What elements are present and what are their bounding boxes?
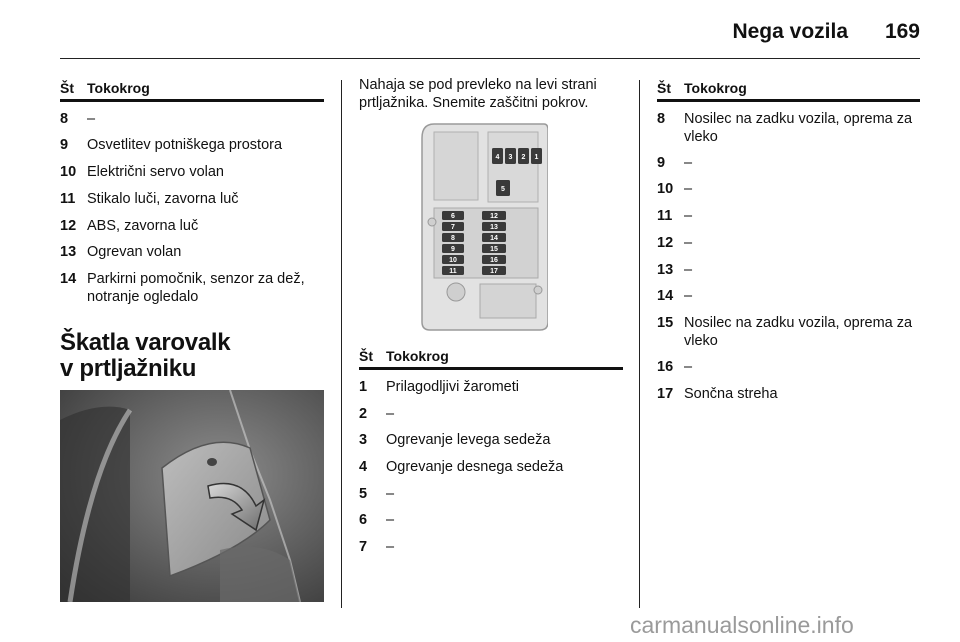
fuse-10-label: 10 — [449, 257, 457, 264]
fuse-number: 15 — [657, 315, 674, 331]
col-circuit-header: Tokokrog — [386, 348, 449, 364]
table-row — [657, 207, 920, 225]
circuit-text: – — [684, 288, 693, 304]
circuit-text: Ogrevanje levega sedeža — [386, 432, 551, 448]
fuse-11-label: 11 — [449, 268, 457, 275]
fuse-17-label: 17 — [490, 268, 498, 275]
fuse-15-label: 15 — [490, 246, 498, 253]
fuse-1-label: 1 — [534, 154, 539, 161]
table-row — [60, 163, 324, 181]
fuse-13-label: 13 — [490, 224, 498, 231]
fuse-number: 14 — [657, 288, 674, 304]
col-number-header: Št — [359, 348, 373, 364]
circuit-text: – — [684, 262, 693, 278]
table-header — [359, 348, 623, 370]
fuse-number: 5 — [359, 486, 368, 502]
circuit-text: Nosilec na zadku vozila, oprema za vleko — [684, 315, 913, 349]
section-title: Nega vozila — [732, 20, 848, 43]
table-row — [657, 314, 920, 350]
circuit-text: – — [386, 486, 395, 502]
fuse-number: 9 — [60, 137, 69, 153]
fuse-table-right — [657, 80, 920, 402]
table-row — [359, 431, 623, 449]
fuse-number: 13 — [657, 262, 674, 278]
fuse-2-label: 2 — [521, 154, 526, 161]
fuse-5-label: 5 — [501, 186, 505, 193]
fuse-number: 9 — [657, 155, 666, 171]
fuse-number: 11 — [60, 191, 76, 207]
fuse-number: 2 — [359, 406, 368, 422]
table-row — [359, 538, 623, 556]
table-header — [657, 80, 920, 102]
table-row — [657, 385, 920, 403]
table-row — [657, 154, 920, 172]
fuse-3-label: 3 — [508, 154, 513, 161]
table-row — [60, 243, 324, 261]
col-number-header: Št — [657, 80, 671, 96]
intro-text: Nahaja se pod prevleko na levi strani prtljažnika. Snemite zaščitni pokrov. — [359, 77, 597, 111]
table-row — [657, 261, 920, 279]
circuit-text: Prilagodljivi žarometi — [386, 379, 519, 395]
circuit-text: – — [684, 155, 693, 171]
table-row — [359, 378, 623, 396]
circuit-text: – — [87, 111, 96, 127]
fuse-number: 10 — [657, 181, 674, 197]
circuit-text: ABS, zavorna luč — [87, 218, 199, 234]
table-row — [60, 217, 324, 235]
table-row — [657, 234, 920, 252]
circuit-text: Stikalo luči, zavorna luč — [87, 191, 239, 207]
table-row — [60, 110, 324, 128]
fuse-7-label: 7 — [451, 224, 455, 231]
fuse-number: 17 — [657, 386, 674, 402]
circuit-text: Električni servo volan — [87, 164, 224, 180]
fuse-number: 14 — [60, 271, 77, 287]
circuit-text: – — [684, 181, 693, 197]
circuit-text: – — [386, 539, 395, 555]
table-row — [657, 358, 920, 376]
fuse-14-label: 14 — [490, 235, 498, 242]
circuit-text: Parkirni pomočnik, senzor za dež, notranje ogledalo — [87, 271, 305, 305]
fuse-number: 10 — [60, 164, 77, 180]
fuse-4-label: 4 — [495, 154, 500, 161]
fuse-box-diagram — [420, 122, 548, 332]
heading-line-1: Škatla varovalk — [60, 329, 231, 356]
column-divider-left — [341, 80, 342, 608]
table-row — [657, 180, 920, 198]
table-row — [60, 136, 324, 154]
table-row — [657, 110, 920, 146]
fuse-number: 8 — [60, 111, 69, 127]
watermark: carmanualsonline.info — [630, 612, 854, 638]
fuse-table-left — [60, 80, 324, 305]
table-row — [657, 287, 920, 305]
section-heading — [60, 330, 230, 382]
table-row — [60, 270, 324, 306]
col-number-header: Št — [60, 80, 74, 96]
fuse-number: 12 — [60, 218, 77, 234]
circuit-text: – — [386, 406, 395, 422]
circuit-text: Sončna streha — [684, 386, 778, 402]
circuit-text: Ogrevanje desnega sedeža — [386, 459, 564, 475]
fuse-8-label: 8 — [451, 235, 455, 242]
trunk-photo-illustration — [60, 390, 324, 602]
fuse-number: 6 — [359, 512, 368, 528]
page-header — [60, 14, 920, 58]
fuse-9-label: 9 — [451, 246, 455, 253]
fuse-number: 1 — [359, 379, 368, 395]
fuse-number: 7 — [359, 539, 368, 555]
circuit-text: – — [684, 235, 693, 251]
fuse-number: 8 — [657, 111, 666, 127]
fuse-number: 16 — [657, 359, 674, 375]
table-row — [359, 405, 623, 423]
header-rule — [60, 58, 920, 59]
table-row — [359, 485, 623, 503]
heading-line-2: v prtljažniku — [60, 355, 197, 382]
fuse-16-label: 16 — [490, 257, 498, 264]
page-number: 169 — [884, 20, 920, 43]
table-row — [359, 511, 623, 529]
fuse-number: 12 — [657, 235, 674, 251]
circuit-text: – — [684, 359, 693, 375]
fuse-number: 11 — [657, 208, 673, 224]
table-header — [60, 80, 324, 102]
fuse-number: 13 — [60, 244, 77, 260]
table-row — [359, 458, 623, 476]
circuit-text: Nosilec na zadku vozila, oprema za vleko — [684, 111, 913, 145]
fuse-6-label: 6 — [451, 213, 455, 220]
circuit-text: – — [684, 208, 693, 224]
circuit-text: Ogrevan volan — [87, 244, 182, 260]
fuse-number: 4 — [359, 459, 368, 475]
table-row — [60, 190, 324, 208]
fuse-table-middle — [359, 348, 623, 555]
column-divider-right — [639, 80, 640, 608]
circuit-text: Osvetlitev potniškega prostora — [87, 137, 283, 153]
fuse-number: 3 — [359, 432, 368, 448]
fuse-12-label: 12 — [490, 213, 498, 220]
col-circuit-header: Tokokrog — [684, 80, 747, 96]
col-circuit-header: Tokokrog — [87, 80, 150, 96]
circuit-text: – — [386, 512, 395, 528]
